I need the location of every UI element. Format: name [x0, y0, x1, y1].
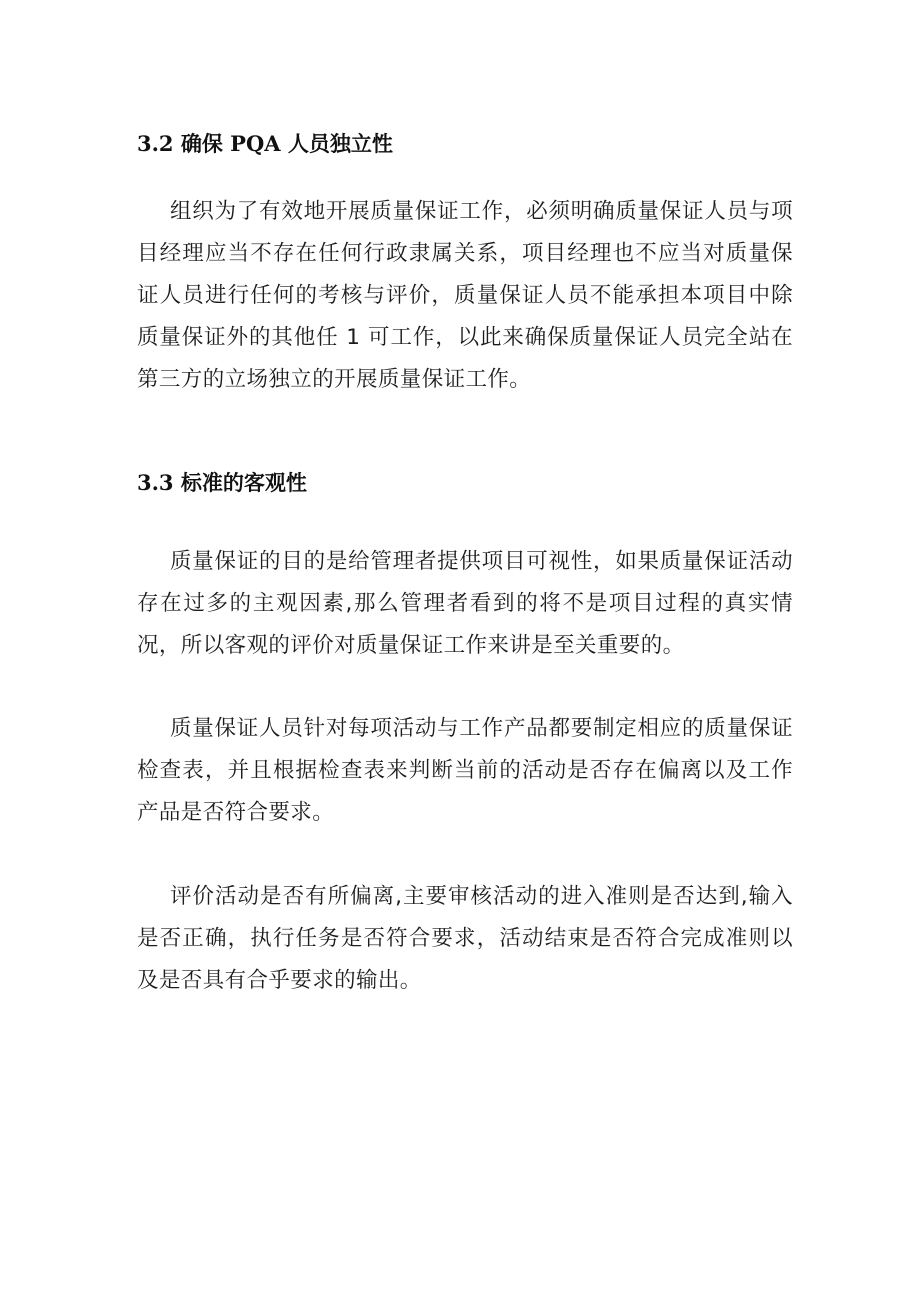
- section-heading-3-3: 3.3 标准的客观性: [137, 470, 307, 495]
- paragraph-qa-checklist: 质量保证人员针对每项活动与工作产品都要制定相应的质量保证检查表，并且根据检查表来判断当前的活动是否存在偏离以及工作产品是否符合要求。: [137, 716, 793, 825]
- paragraph-evaluate-deviation: 评价活动是否有所偏离,主要审核活动的进入准则是否达到,输入是否正确，执行任务是否符合要求，活动结束是否符合完成准则以及是否具有合乎要求的输出。: [137, 884, 793, 993]
- paragraph-pqa-independence: 组织为了有效地开展质量保证工作，必须明确质量保证人员与项目经理应当不存在任何行政隶属关系，项目经理也不应当对质量保证人员进行任何的考核与评价，质量保证人员不能承担本项目中除质量保证外的其他任 1 可工作，以此来确保质量保证人员完全站在第三方的立场独立的开展质量保证工作。: [137, 199, 793, 392]
- paragraph-qa-purpose: 质量保证的目的是给管理者提供项目可视性，如果质量保证活动存在过多的主观因素,那么管理者看到的将不是项目过程的真实情况，所以客观的评价对质量保证工作来讲是至关重要的。: [137, 549, 793, 658]
- section-heading-3-2: 3.2 确保 PQA 人员独立性: [137, 131, 393, 156]
